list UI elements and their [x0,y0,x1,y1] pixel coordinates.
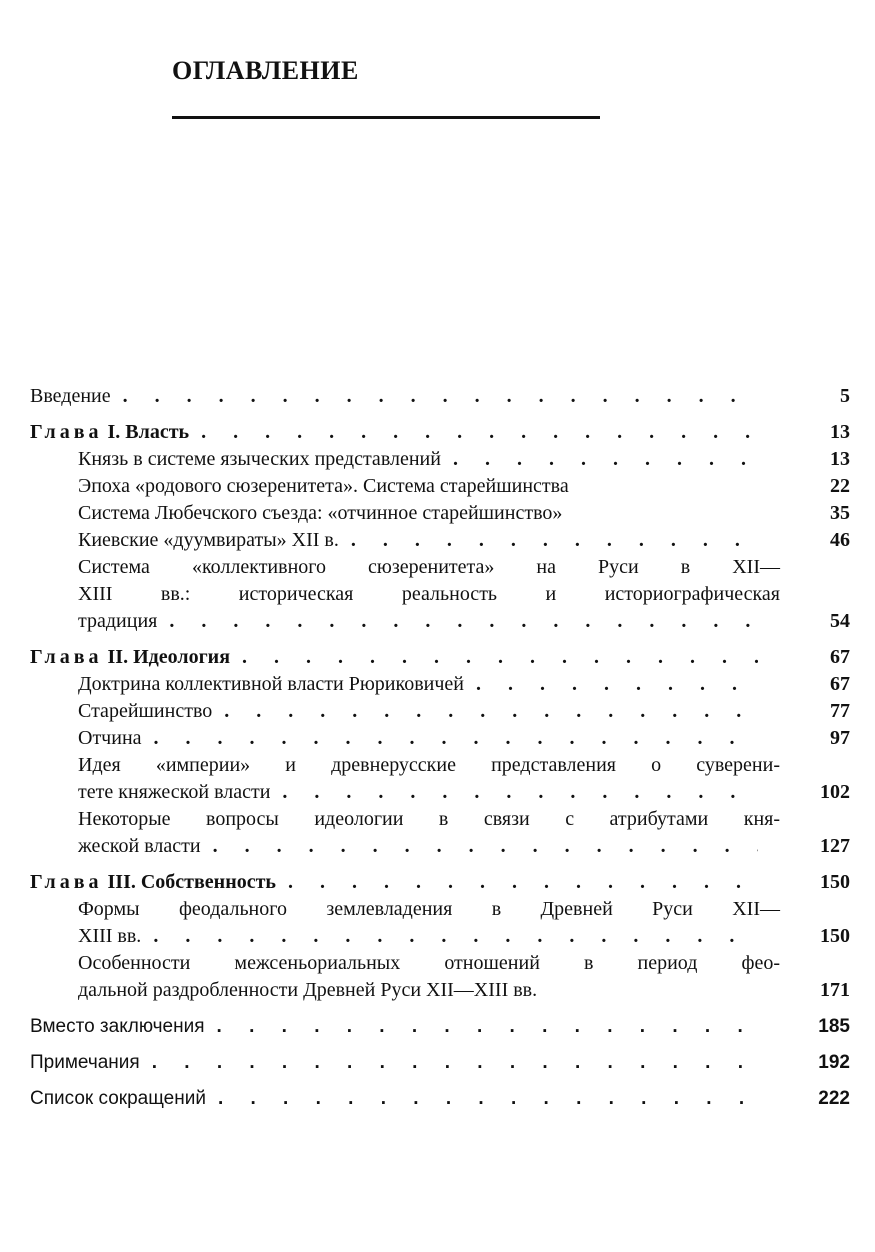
entry-title-line: Некоторые вопросы идеологии в связи с атрибутами кня- [78,808,780,830]
page-number: 185 [818,1016,850,1037]
entry-title: Введение [30,385,111,407]
page-number: 54 [830,610,850,632]
table-of-contents [30,383,850,1112]
page-number: 150 [820,925,850,947]
toc-section[interactable] [30,500,850,527]
entry-title: Отчина [78,727,142,749]
toc-section[interactable] [30,752,850,806]
entry-title-line: Формы феодального землевладения в Древней Руси XII— [78,898,780,920]
page-number: 222 [818,1088,850,1109]
chapter-label: Глава [30,421,103,443]
leader-dots [351,527,758,554]
entry-title: Вместо заключения [30,1016,205,1037]
page-number: 35 [830,502,850,524]
toc-entry-conclusion[interactable] [30,1013,850,1040]
page-number: 67 [830,646,850,668]
page-number: 5 [840,385,850,407]
page-number: 127 [820,835,850,857]
toc-section[interactable] [30,698,850,725]
chapter-number: I. [107,421,121,443]
leader-dots [213,833,758,860]
leader-dots [152,1049,758,1076]
toc-entry-abbreviations[interactable] [30,1085,850,1112]
page-number: 22 [830,475,850,497]
page-number: 97 [830,727,850,749]
leader-dots [153,923,758,950]
page-number: 13 [830,448,850,470]
toc-section[interactable] [30,554,850,635]
leader-dots [169,608,758,635]
toc-section[interactable] [30,896,850,950]
leader-dots [217,1013,758,1040]
entry-title-line: XIII вв.: историческая реальность и историографическая [78,583,780,605]
entry-title-line: жеской власти [78,835,201,857]
page-number: 13 [830,421,850,443]
chapter-number: III. [107,871,136,893]
entry-title: Примечания [30,1052,140,1073]
entry-title-line: Особенности межсеньориальных отношений в период фео- [78,952,780,974]
page-number: 171 [820,979,850,1001]
page-title: ОГЛАВЛЕНИЕ [172,56,359,85]
entry-title-line: традиция [78,610,158,632]
entry-title: Князь в системе языческих представлений [78,448,441,470]
page-number: 192 [818,1052,850,1073]
toc-section[interactable] [30,527,850,554]
entry-title-line: Идея «империи» и древнерусские представления о суверени- [78,754,780,776]
entry-title-line: XIII вв. [78,925,142,947]
toc-entry-intro[interactable] [30,383,850,410]
toc-section[interactable] [30,473,850,500]
leader-dots [288,869,758,896]
entry-title: Система Любечского съезда: «отчинное старейшинство» [78,502,563,524]
leader-dots [218,1085,758,1112]
page-number: 150 [820,871,850,893]
page-number: 46 [830,529,850,551]
toc-section[interactable] [30,671,850,698]
toc-section[interactable] [30,725,850,752]
entry-title-line: тете княжеской власти [78,781,271,803]
leader-dots [154,725,758,752]
entry-title-line: дальной раздробленности Древней Руси XII—XIII вв. [78,979,538,1001]
page-number: 67 [830,673,850,695]
leader-dots [123,383,758,410]
leader-dots [453,446,758,473]
chapter-name: Власть [125,421,190,443]
entry-title: Список сокращений [30,1088,206,1109]
leader-dots [201,419,758,446]
entry-title: Старейшинство [78,700,213,722]
toc-chapter-2[interactable] [30,644,850,671]
toc-chapter-1[interactable] [30,419,850,446]
chapter-label: Глава [30,871,103,893]
toc-section[interactable] [30,446,850,473]
leader-dots [242,644,758,671]
leader-dots [476,671,758,698]
toc-chapter-3[interactable] [30,869,850,896]
toc-section[interactable] [30,950,850,1004]
chapter-number: II. [107,646,129,668]
entry-title: Эпоха «родового сюзеренитета». Система старейшинства [78,475,569,497]
entry-title-line: Система «коллективного сюзеренитета» на Руси в XII— [78,556,780,578]
chapter-name: Идеология [133,646,231,668]
title-rule [172,116,600,119]
page-number: 77 [830,700,850,722]
page-number: 102 [820,781,850,803]
toc-section[interactable] [30,806,850,860]
leader-dots [282,779,758,806]
leader-dots [224,698,758,725]
toc-entry-notes[interactable] [30,1049,850,1076]
entry-title: Доктрина коллективной власти Рюриковичей [78,673,464,695]
chapter-label: Глава [30,646,103,668]
chapter-name: Собственность [140,871,277,893]
entry-title: Киевские «дуумвираты» XII в. [78,529,339,551]
